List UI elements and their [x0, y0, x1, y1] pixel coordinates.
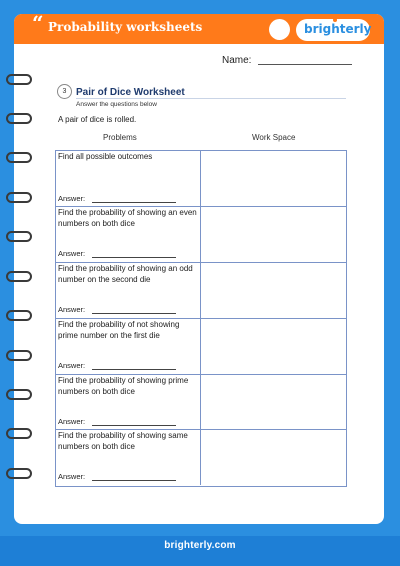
problem-text: Find all possible outcomes	[58, 152, 153, 161]
binder-ring-icon	[6, 350, 32, 361]
answer-field[interactable]	[92, 202, 176, 203]
worksheet-number-badge: 3	[57, 84, 72, 99]
table-row-divider	[55, 429, 346, 430]
problem-text: Find the probability of showing an odd number on the second die	[58, 264, 193, 284]
worksheet-intro: A pair of dice is rolled.	[58, 115, 137, 124]
binder-ring-icon	[6, 271, 32, 282]
table-row-divider	[55, 374, 346, 375]
binder-ring-icon	[6, 389, 32, 400]
header-circle-decoration	[269, 19, 290, 40]
name-field[interactable]	[258, 64, 352, 65]
title-divider	[76, 98, 346, 99]
worksheet-subtitle: Answer the questions below	[76, 101, 157, 108]
logo-text: brighterly	[304, 22, 372, 36]
problem-text: Find the probability of showing prime numbers on both dice	[58, 376, 189, 396]
table-row-divider	[55, 262, 346, 263]
binder-ring-icon	[6, 231, 32, 242]
table-row-divider	[55, 318, 346, 319]
table-row-divider	[55, 206, 346, 207]
problem-text: Find the probability of showing same numbers on both dice	[58, 431, 188, 451]
name-label: Name:	[222, 55, 252, 66]
binder-ring-icon	[6, 468, 32, 479]
answer-field[interactable]	[92, 257, 176, 258]
worksheet-title: Pair of Dice Worksheet	[76, 87, 185, 98]
answer-label: Answer:	[58, 361, 86, 370]
logo-dot-icon	[333, 18, 337, 22]
answer-label: Answer:	[58, 249, 86, 258]
binder-ring-icon	[6, 152, 32, 163]
answer-label: Answer:	[58, 194, 86, 203]
problem-text: Find the probability of showing an even numbers on both dice	[58, 208, 197, 228]
column-header-work-space: Work Space	[252, 133, 296, 142]
problem-text: Find the probability of not showing prime number on the first die	[58, 320, 180, 340]
header-title: Probability worksheets	[48, 20, 203, 34]
column-header-problems: Problems	[103, 133, 137, 142]
binder-ring-icon	[6, 310, 32, 321]
binder-ring-icon	[6, 113, 32, 124]
footer-site[interactable]: brighterly.com	[164, 540, 236, 551]
answer-label: Answer:	[58, 472, 86, 481]
answer-field[interactable]	[92, 425, 176, 426]
binder-ring-icon	[6, 74, 32, 85]
answer-field[interactable]	[92, 480, 176, 481]
answer-field[interactable]	[92, 369, 176, 370]
quote-icon: “	[32, 11, 44, 35]
answer-label: Answer:	[58, 305, 86, 314]
binder-ring-icon	[6, 428, 32, 439]
binder-ring-icon	[6, 192, 32, 203]
answer-field[interactable]	[92, 313, 176, 314]
answer-label: Answer:	[58, 417, 86, 426]
